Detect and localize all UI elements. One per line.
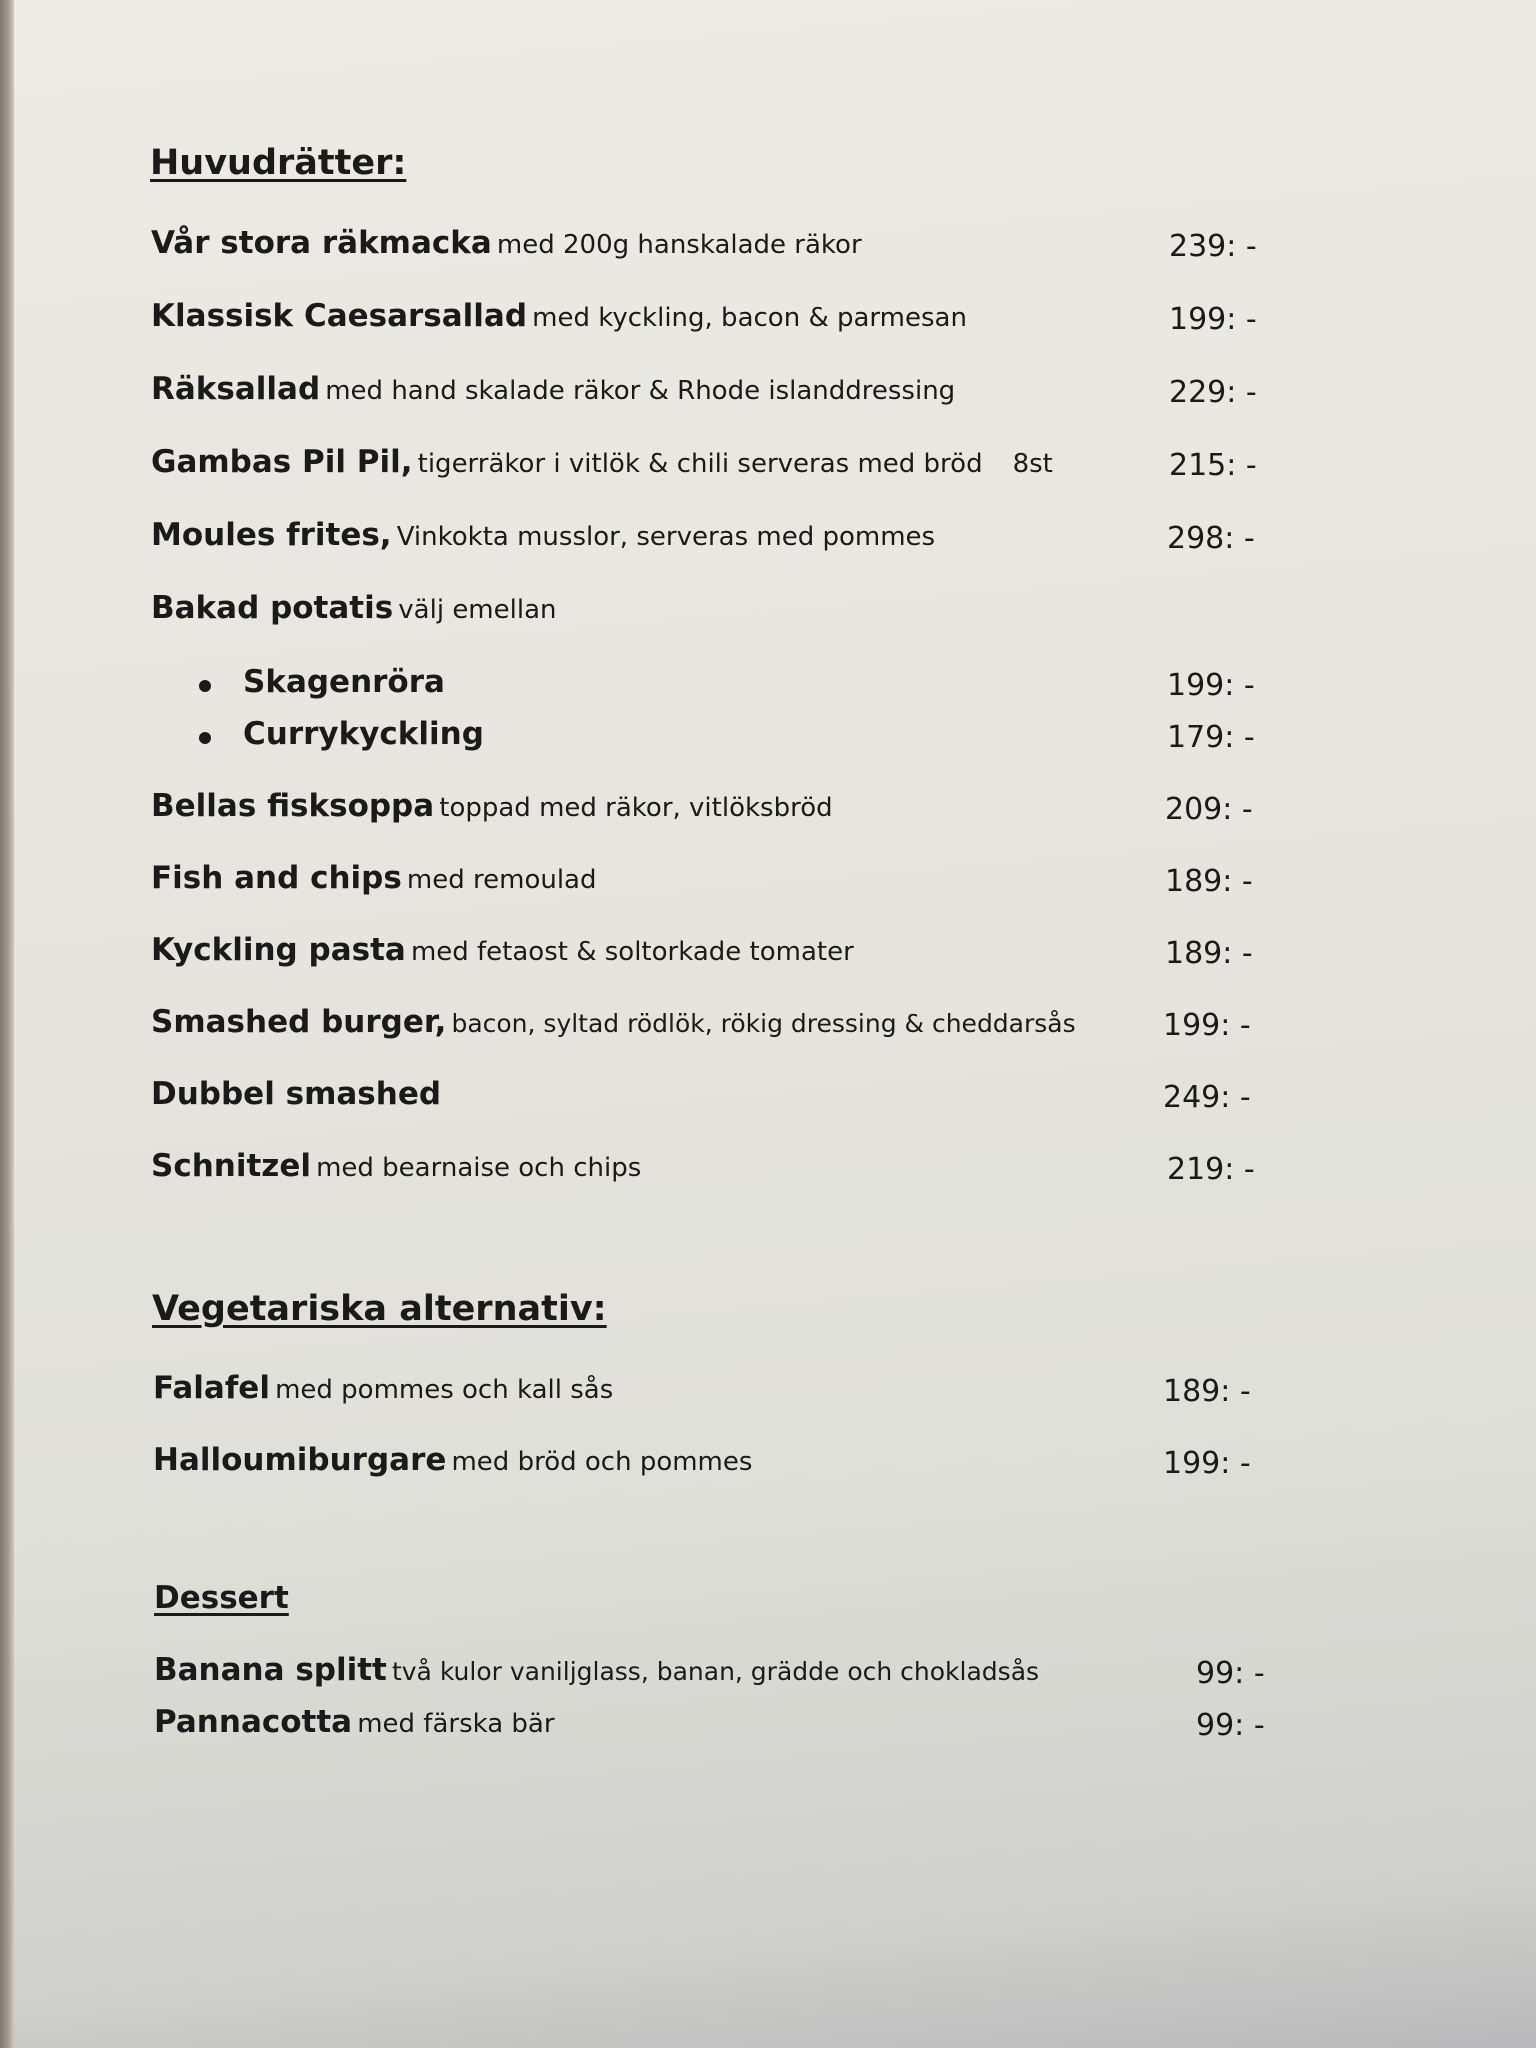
menu-item [151, 371, 1271, 421]
item-name: Schnitzel [151, 1148, 311, 1184]
item-description: två kulor vaniljglass, banan, grädde och chokladsås [391, 1657, 1040, 1686]
item-name: Halloumiburgare [153, 1442, 447, 1478]
item-description: med färska bär [357, 1709, 555, 1739]
item-description: bacon, syltad rödlök, rökig dressing & cheddarsås [451, 1009, 1076, 1038]
section-title-dessert: Dessert [154, 1580, 289, 1616]
item-name: Bellas fisksoppa [151, 788, 435, 824]
menu-item [153, 1370, 1273, 1420]
bullet-icon [199, 680, 211, 692]
item-quantity: 8st [1012, 449, 1053, 479]
menu-item [151, 1076, 1271, 1126]
item-price: 199: - [1169, 302, 1257, 337]
option-price: 199: - [1167, 668, 1255, 703]
item-description: med 200g hanskalade räkor [496, 230, 862, 260]
item-price: 99: - [1196, 1656, 1265, 1691]
menu-item [151, 788, 1271, 838]
menu-item [153, 1442, 1273, 1492]
menu-item [151, 517, 1271, 567]
item-name: Bakad potatis [151, 590, 394, 626]
option-name: Skagenröra [243, 664, 445, 700]
item-description: med bearnaise och chips [316, 1153, 642, 1183]
item-name: Pannacotta [154, 1704, 353, 1740]
menu-item [151, 860, 1271, 910]
item-description: Vinkokta musslor, serveras med pommes [396, 522, 936, 552]
item-price: 215: - [1169, 448, 1257, 483]
item-name: Gambas Pil Pil, [151, 444, 413, 480]
item-price: 239: - [1169, 229, 1257, 264]
item-name: Moules frites, [151, 517, 392, 553]
menu-item [151, 225, 1271, 275]
item-description: tigerräkor i vitlök & chili serveras med bröd [417, 449, 983, 479]
item-name: Kyckling pasta [151, 932, 406, 968]
item-name: Fish and chips [151, 860, 402, 896]
item-price: 189: - [1165, 936, 1253, 971]
item-price: 219: - [1167, 1152, 1255, 1187]
item-price: 229: - [1169, 375, 1257, 410]
item-price: 209: - [1165, 792, 1253, 827]
item-description: med remoulad [406, 865, 597, 895]
section-title-vegetarian: Vegetariska alternativ: [152, 1289, 607, 1329]
menu-item [151, 590, 1271, 640]
item-name: Banana splitt [154, 1652, 387, 1688]
menu-item [154, 1652, 1274, 1702]
item-price: 298: - [1167, 521, 1255, 556]
item-name: Klassisk Caesarsallad [151, 298, 528, 334]
item-description: med bröd och pommes [451, 1447, 753, 1477]
item-description: med hand skalade räkor & Rhode islanddressing [325, 376, 956, 406]
menu-item [151, 1148, 1271, 1198]
list-item [193, 664, 1273, 712]
list-item [193, 716, 1273, 764]
option-price: 179: - [1167, 720, 1255, 755]
option-name: Currykyckling [243, 716, 484, 752]
item-description: med pommes och kall sås [275, 1375, 614, 1405]
item-description: med kyckling, bacon & parmesan [532, 303, 967, 333]
item-name: Smashed burger, [151, 1004, 447, 1040]
section-title-main: Huvudrätter: [150, 143, 407, 183]
item-price: 99: - [1196, 1708, 1265, 1743]
menu-item [151, 444, 1271, 494]
menu-item [151, 932, 1271, 982]
menu-item [151, 1004, 1271, 1054]
item-description: toppad med räkor, vitlöksbröd [439, 793, 833, 823]
item-price: 249: - [1163, 1080, 1251, 1115]
item-price: 199: - [1163, 1008, 1251, 1043]
menu-item [154, 1704, 1274, 1754]
item-description: med fetaost & soltorkade tomater [410, 937, 854, 967]
menu-item [151, 298, 1271, 348]
item-name: Räksallad [151, 371, 321, 407]
item-price: 189: - [1163, 1374, 1251, 1409]
item-price: 199: - [1163, 1446, 1251, 1481]
table-edge [0, 0, 14, 2048]
item-description: välj emellan [398, 595, 557, 625]
bullet-icon [199, 732, 211, 744]
item-name: Vår stora räkmacka [151, 225, 492, 261]
item-name: Dubbel smashed [151, 1076, 442, 1112]
item-price: 189: - [1165, 864, 1253, 899]
item-name: Falafel [153, 1370, 270, 1406]
